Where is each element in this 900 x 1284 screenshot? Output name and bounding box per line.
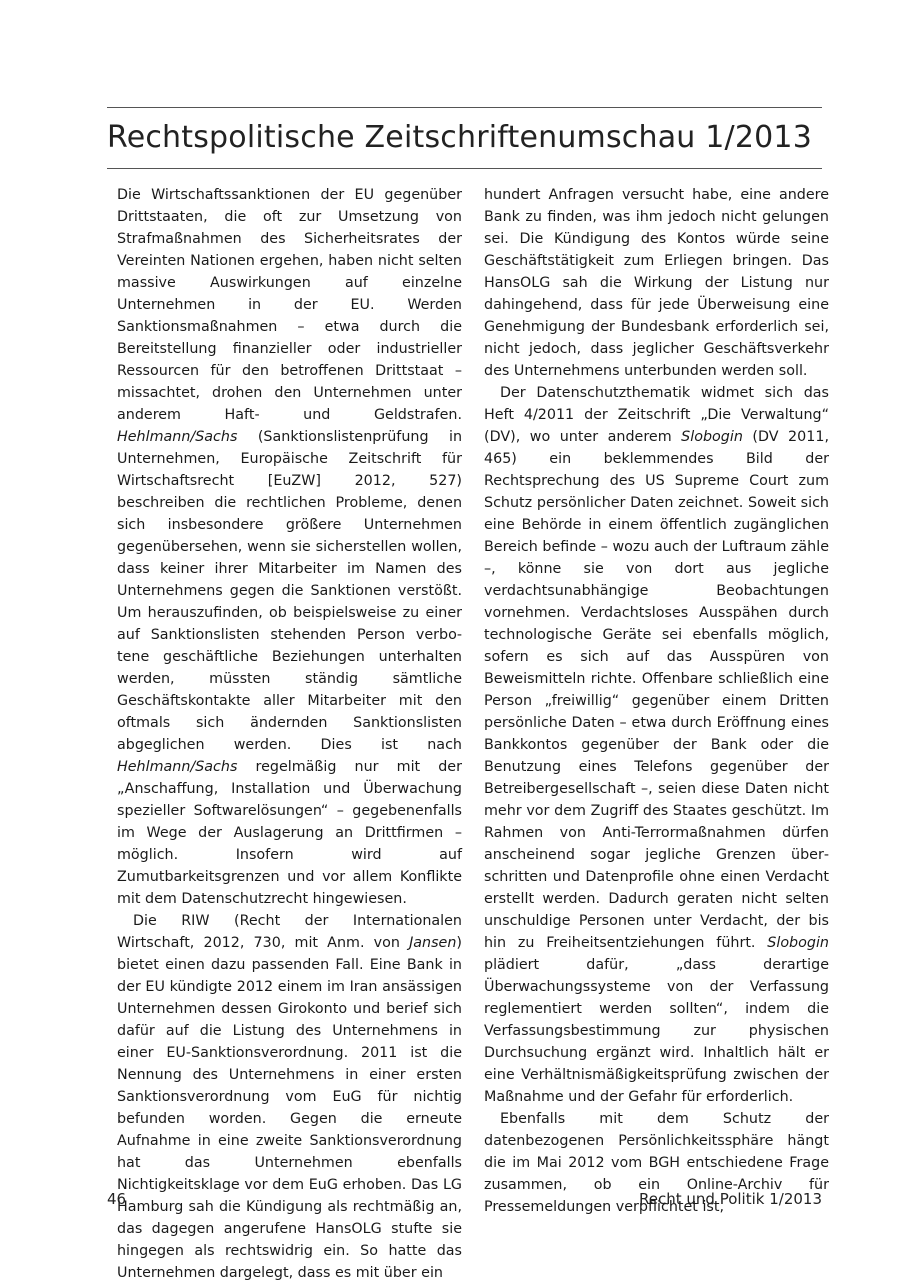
paragraph xyxy=(117,184,462,910)
author-name: Slobogin xyxy=(681,429,743,445)
page-title: Rechtspolitische Zeitschriftenumschau 1/2013 xyxy=(107,120,812,155)
author-name: Hehlmann/Sachs xyxy=(117,429,238,445)
text-run: (Sanktionslistenprüfung in Unternehmen, Europäische Zeitschrift für Wirtschaftsrecht [EuZW] 2012, 527) beschreiben die rechtlichen Probleme, denen sich insbesondere größere Unternehmen gegenübersehen, wenn sie sicherstellen wollen, dass keiner ihrer Mitarbeiter im Namen des Unternehmens gegen die Sanktionen verstößt. Um herauszufinden, ob beispielsweise zu einer auf Sanktionslisten stehenden Person verbotene geschäftliche Beziehungen unterhalten werden, müssten ständig sämtliche Geschäftskontakte aller Mitarbeiter mit den oftmals sich ändernden Sanktionslisten abgeglichen werden. Dies ist nach xyxy=(117,429,462,753)
left-column xyxy=(117,184,462,1284)
page-number: 46 xyxy=(107,1190,127,1208)
text-run: plädiert dafür, „dass derartige Überwachungssysteme von der Verfassung reglementiert werden sollten“, indem die Verfassungsbestimmung zur physischen Durchsuchung ergänzt wird. Inhaltlich hält er eine Verhältnismäßigkeitsprüfung zwischen der Maßnahme und der Gefahr für erforderlich. xyxy=(484,957,829,1105)
title-rule xyxy=(107,168,822,169)
paragraph xyxy=(117,910,462,1284)
right-column xyxy=(484,184,829,1218)
text-run: (DV 2011, 465) ein beklemmendes Bild der Rechtsprechung des US Supreme Court zum Schutz persönlicher Daten zeichnet. Soweit sich eine Behörde in einem öffentlich zugänglichen Bereich befinde – wozu auch der Luftraum zähle –, könne sie von dort aus jegliche verdachtsunabhängige Beobachtungen vornehmen. Verdachtsloses Ausspähen durch technologische Geräte sei ebenfalls möglich, sofern es sich auf das Ausspüren von Beweismitteln richte. Offenbare schließlich eine Person „freiwillig“ gegenüber einem Dritten persönliche Daten – etwa durch Eröffnung eines Bankkontos gegenüber der Bank oder die Benutzung eines Telefons gegenüber der Betreibergesellschaft –, seien diese Daten nicht mehr vor dem Zugriff des Staates geschützt. Im Rahmen von Anti-Terrormaßnahmen dürfen anscheinend sogar jegliche Grenzen überschritten und Datenprofile ohne einen Verdacht erstellt werden. Dadurch geraten nicht selten unschuldige Personen unter Verdacht, der bis hin zu Freiheitsentziehungen führt. xyxy=(484,429,830,951)
paragraph xyxy=(484,382,829,1108)
author-name: Hehlmann/Sachs xyxy=(117,759,238,775)
text-run: Der Datenschutzthematik widmet sich das Heft 4/2011 der Zeitschrift „Die Verwaltung“ (DV), wo unter anderem xyxy=(484,385,829,445)
paragraph: hundert Anfragen versucht habe, eine andere Bank zu finden, was ihm jedoch nicht gelungen sei. Die Kündigung des Kontos würde seine Geschäftstätigkeit zum Erliegen bringen. Das HansOLG sah die Wirkung der Listung nur dahingehend, dass für jede Überweisung eine Genehmigung der Bundesbank erforderlich sei, nicht jedoch, dass jeglicher Geschäftsverkehr des Unternehmens unterbunden werden soll. xyxy=(484,187,829,379)
author-name: Jansen xyxy=(409,935,457,951)
author-name: Slobogin xyxy=(767,935,829,951)
text-run: regelmäßig nur mit der „Anschaffung, Installation und Überwachung spezieller Softwarelösungen“ – gegebenenfalls im Wege der Auslagerung an Drittfirmen – möglich. Insofern wird auf Zumutbarkeitsgrenzen und vor allem Konflikte mit dem Datenschutzrecht hingewiesen. xyxy=(117,759,462,907)
top-rule xyxy=(107,107,822,108)
text-run: ) bietet einen dazu passenden Fall. Eine Bank in der EU kündigte 2012 einem im Iran ansässigen Unternehmen dessen Girokonto und berief sich dafür auf die Listung des Unternehmens in einer EU-Sanktionsverordnung. 2011 ist die Nennung des Unternehmens in einer ersten Sanktionsverordnung vom EuG für nichtig befunden worden. Gegen die erneute Aufnahme in eine zweite Sanktionsverordnung hat das Unternehmen ebenfalls Nichtigkeitsklage vor dem EuG erhoben. Das LG Hamburg sah die Kündigung als rechtmäßig an, das dagegen angerufene HansOLG stufte sie hingegen als rechtswidrig ein. So hatte das Unternehmen dargelegt, dass es mit über ein xyxy=(117,935,462,1281)
text-run: Die RIW (Recht der Internationalen Wirtschaft, 2012, 730, mit Anm. von xyxy=(117,913,462,951)
text-run: Die Wirtschaftssanktionen der EU gegenüber Drittstaaten, die oft zur Umsetzung von Strafmaßnahmen des Sicherheitsrates der Vereinten Nationen ergehen, haben nicht selten massive Auswirkungen auf einzelne Unternehmen in der EU. Werden Sanktionsmaßnahmen – etwa durch die Bereitstellung finanzieller oder industrieller Ressourcen für den betroffenen Drittstaat – missachtet, drohen den Unternehmen unter anderem Haft- und Geldstrafen. xyxy=(117,187,462,423)
journal-name: Recht und Politik 1/2013 xyxy=(639,1190,822,1208)
paragraph: Ebenfalls mit dem Schutz der datenbezogenen Persönlichkeitssphäre hängt die im Mai 2012 vom BGH entschiedene Frage zusammen, ob ein Online-Archiv für Pressemeldungen verpflichtet ist, xyxy=(484,1111,829,1215)
